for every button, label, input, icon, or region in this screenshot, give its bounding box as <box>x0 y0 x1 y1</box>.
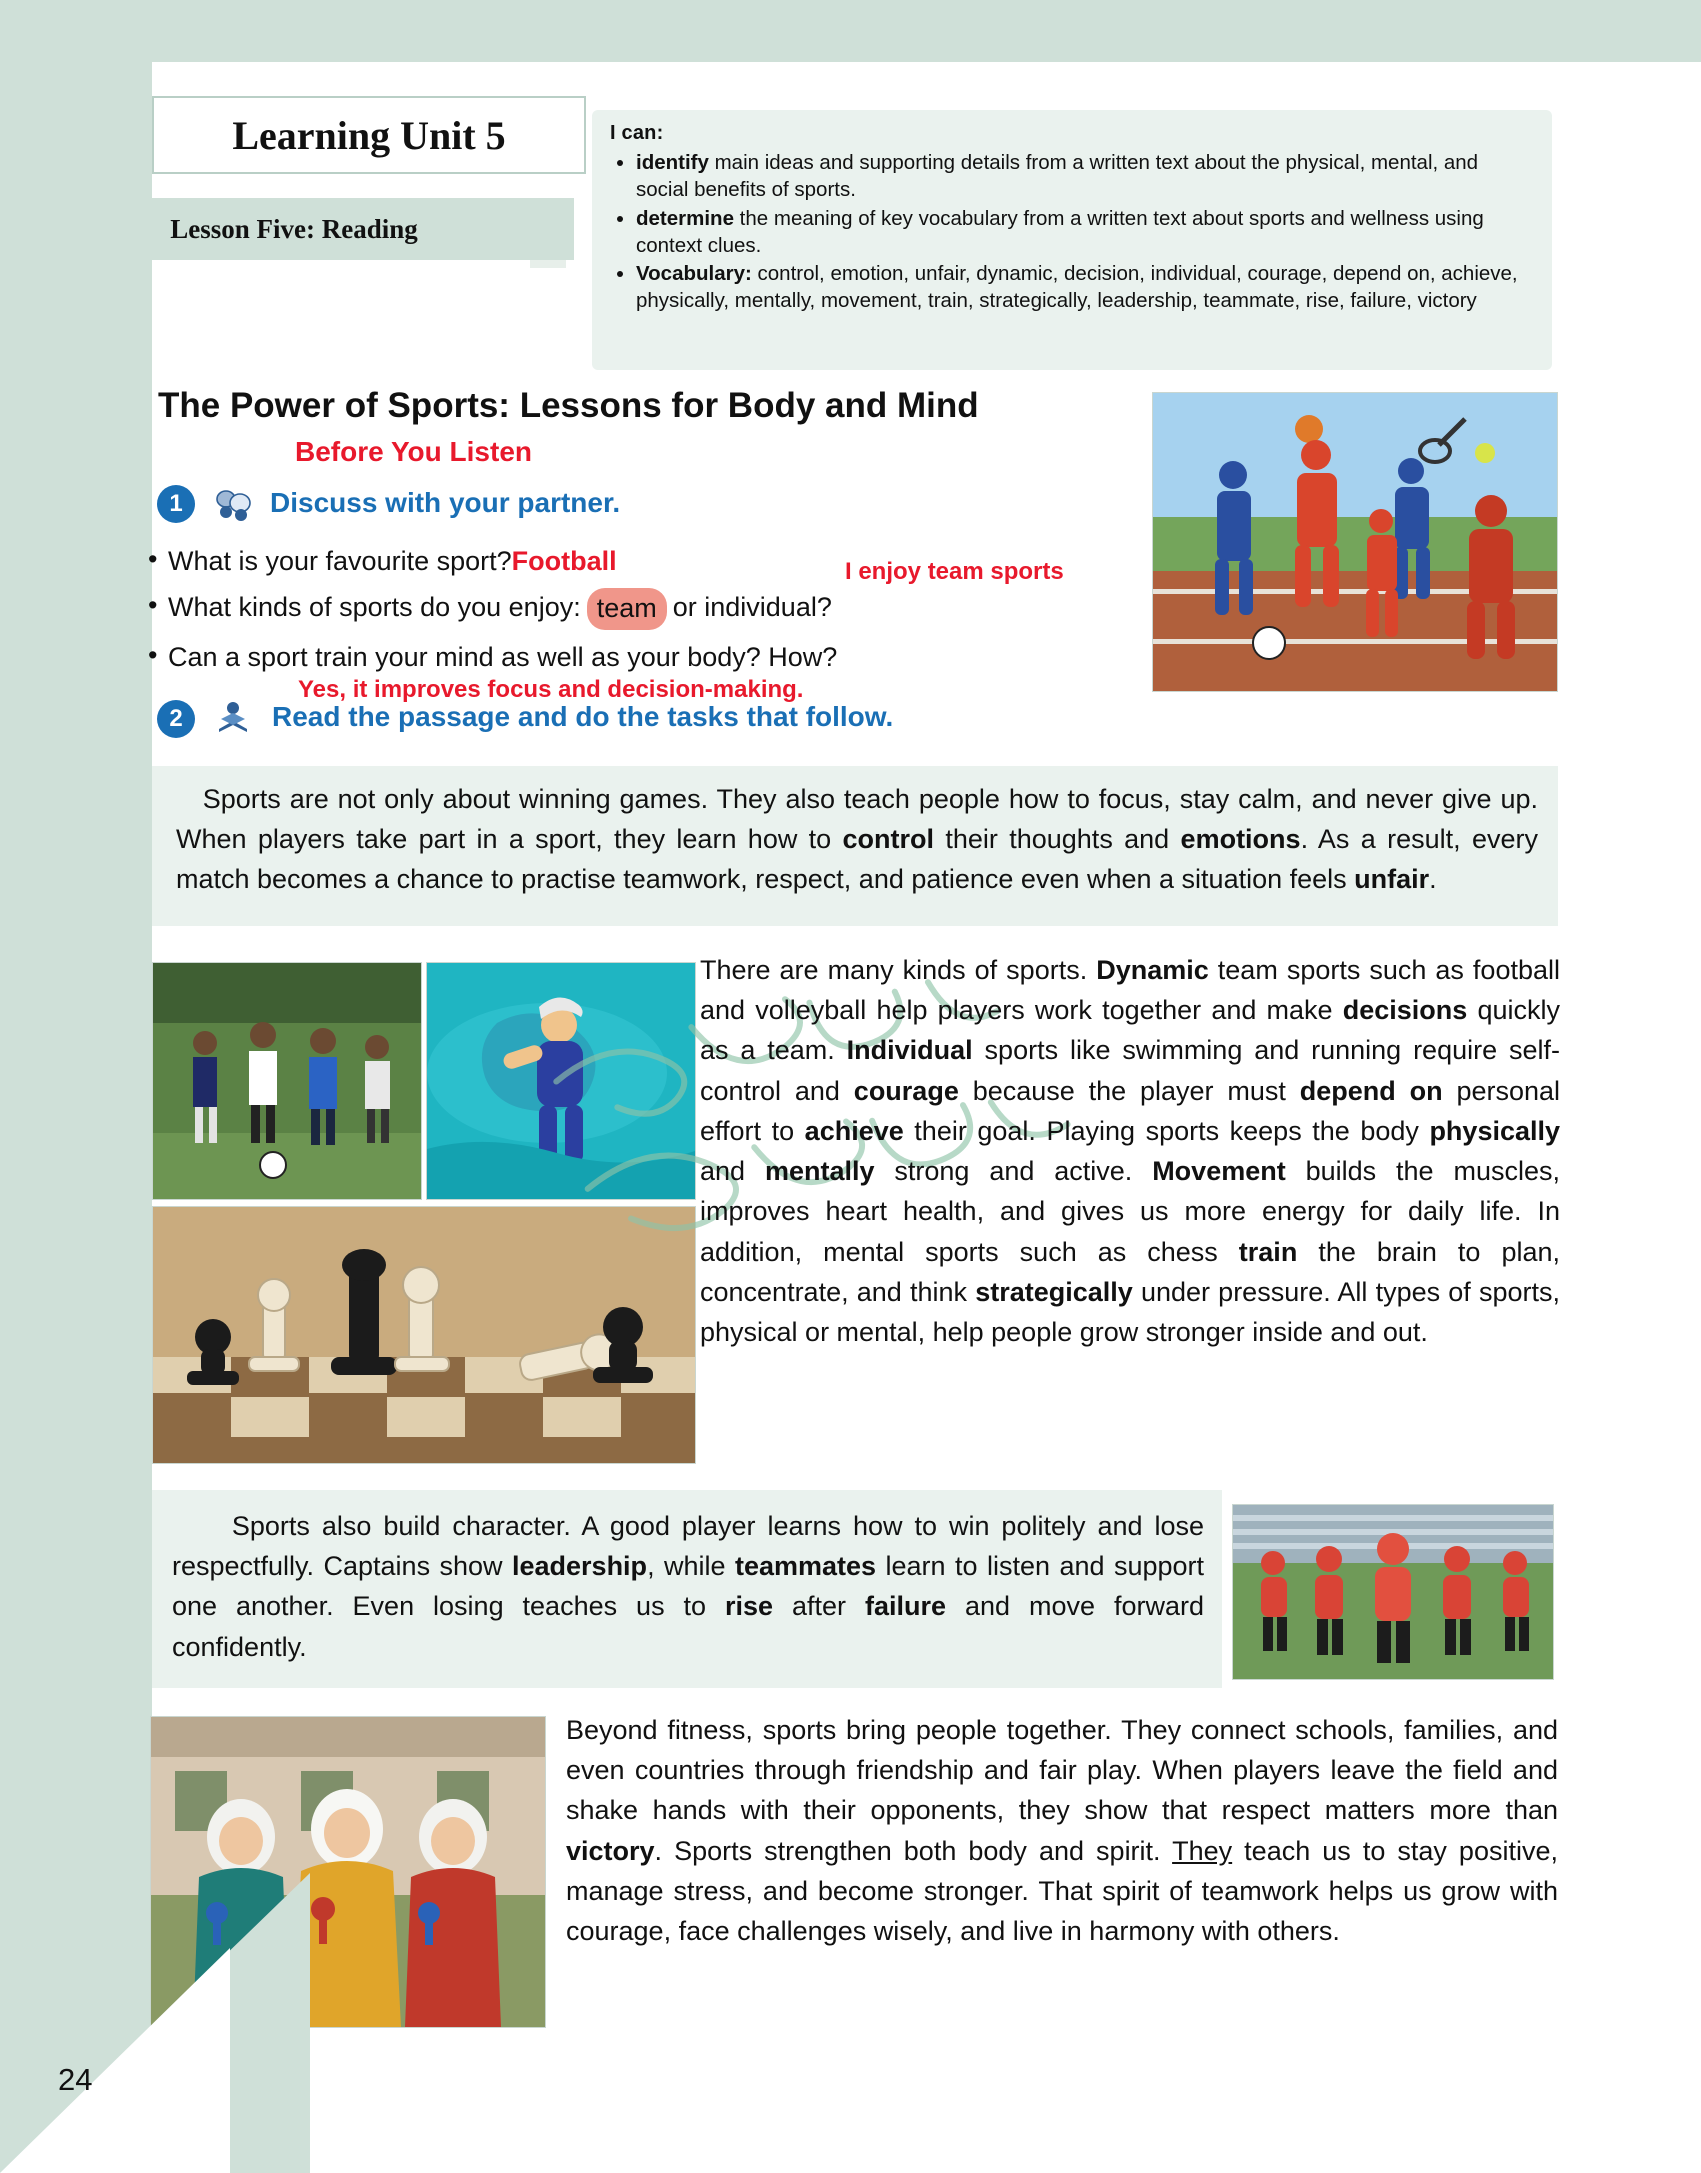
passage-paragraph-3 <box>152 1490 1222 1688</box>
passage-paragraph-1 <box>152 766 1558 926</box>
question-1-text: What is your favourite sport? <box>168 546 512 576</box>
paragraph-2-text: There are many kinds of sports. Dynamic team sports such as football and volleyball help players work together and make decisions quickly as a team. Individual sports like swimming and running require self-control and courage because the player must depend on personal effort to achieve their goal. Playing sports keeps the body physically and mentally strong and active. Movement builds the muscles, improves heart health, and gives us more energy for daily life. In addition, mental sports such as chess train the brain to plan, concentrate, and think strategically under pressure. All types of sports, physical or mental, help people grow stronger inside and out. <box>700 955 1561 1347</box>
task-2-label: Read the passage and do the tasks that follow. <box>272 701 894 732</box>
lesson-title-bar <box>14 198 574 260</box>
page-number: 24 <box>58 2062 93 2097</box>
question-1-answer: Football <box>511 546 617 576</box>
question-row-3 <box>148 638 1108 676</box>
bullet-dot: • <box>148 590 158 621</box>
i-can-title: I can: <box>610 122 664 144</box>
question-2-text-before: What kinds of sports do you enjoy: <box>168 592 581 623</box>
paragraph-4-text: Beyond fitness, sports bring people together. They connect schools, families, and even countries through friendship and fair play. When players leave the field and shake hands with their opponents, they show that respect matters more than victory. Sports strengthen both body and spirit. They teach us to stay positive, manage stress, and become stronger. That spirit of teamwork helps us grow with courage, face challenges wisely, and live in harmony with others. <box>566 1715 1558 1947</box>
football-photo <box>152 962 422 1200</box>
swimming-photo <box>426 962 696 1200</box>
i-can-box <box>592 110 1552 370</box>
chess-photo <box>152 1206 696 1464</box>
i-can-list <box>610 149 1534 315</box>
before-you-listen-heading: Before You Listen <box>295 436 533 467</box>
passage-paragraph-2 <box>700 950 1560 1352</box>
reading-icon <box>212 698 254 738</box>
paragraph-1-text: Sports are not only about winning games. They also teach people how to focus, stay calm, and never give up. When players take part in a sport, they learn how to control their thoughts and emotions. As a result, every match becomes a chance to practise teamwork, respect, and patience even when a situation feels unfair. <box>176 784 1538 894</box>
bullet-dot: • <box>148 544 158 574</box>
bullet-dot: • <box>148 639 158 670</box>
page-title: The Power of Sports: Lessons for Body and Mind <box>158 386 979 425</box>
question-3-answer: Yes, it improves focus and decision-making. <box>298 676 804 703</box>
i-can-item-2: • determine the meaning of key vocabulary from a written text about sports and wellness using context clues. <box>636 205 1534 260</box>
task-1-number: 1 <box>157 485 195 523</box>
page-corner-decoration-inner <box>0 1948 230 2173</box>
lesson-title: Lesson Five: Reading <box>170 213 418 244</box>
discussion-icon <box>212 484 254 524</box>
sports-collage-image <box>1152 392 1558 692</box>
paragraph-3-text: Sports also build character. A good player learns how to win politely and lose respectfully. Captains show leadership, while teammates learn to listen and support one another. Even losing teaches us to rise after failure and move forward confidently. <box>172 1511 1205 1662</box>
question-3-text: Can a sport train your mind as well as your body? How? <box>168 641 838 672</box>
question-2-text-after: or individual? <box>672 592 832 623</box>
task-1-label: Discuss with your partner. <box>270 487 621 518</box>
i-can-item-1: • identify main ideas and supporting details from a written text about the physical, mental, and social benefits of sports. <box>636 149 1534 204</box>
unit-title: Learning Unit 5 <box>232 112 506 158</box>
question-row-2 <box>148 588 1108 629</box>
page-border-left <box>0 0 152 2173</box>
football-team-image <box>1232 1504 1554 1680</box>
passage-paragraph-4 <box>566 1710 1558 1951</box>
question-2-highlight: team <box>587 588 667 629</box>
page-border-top <box>0 0 1701 62</box>
i-can-item-3: • Vocabulary: control, emotion, unfair, dynamic, decision, individual, courage, depend on, achieve, physically, mentally, movement, train, strategically, leadership, teammate, rise, failure, victory <box>636 260 1534 315</box>
unit-title-box <box>152 96 586 174</box>
task-2-number: 2 <box>157 700 195 738</box>
question-2-answer: I enjoy team sports <box>845 558 1064 585</box>
